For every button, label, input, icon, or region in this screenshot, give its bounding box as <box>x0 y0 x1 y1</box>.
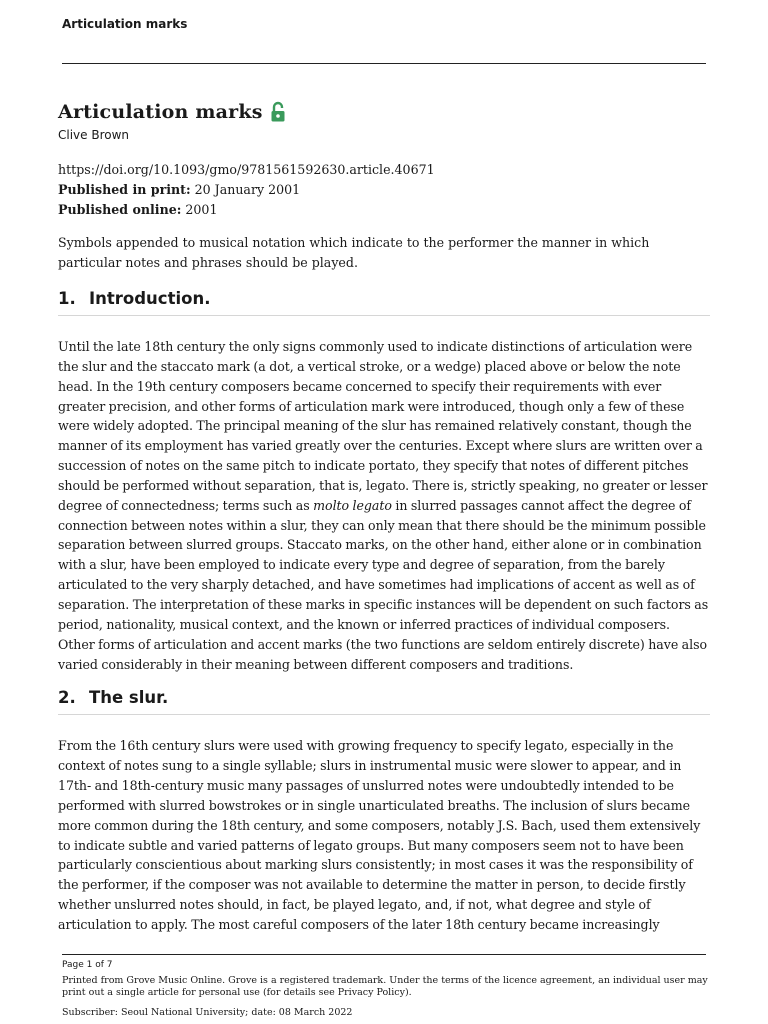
article-summary: Symbols appended to musical notation which indicate to the performer the manner in which particular notes and phrases should be played. <box>58 235 650 270</box>
page-number: Page 1 of 7 <box>62 960 113 970</box>
emphasis-text: molto legato <box>313 497 392 513</box>
print-notice: Printed from Grove Music Online. Grove is a registered trademark. Under the terms of the licence agreement, an individual user may print out a single article for personal use (for details see Privacy Policy). <box>62 975 708 998</box>
section-heading-introduction <box>58 289 710 316</box>
published-online <box>58 200 710 220</box>
title-row <box>58 97 710 127</box>
subscriber-info: Subscriber: Seoul National University; date: 08 March 2022 <box>62 1007 353 1018</box>
body-text: in slurred passages cannot affect the degree of connection between notes within a slur, they can only mean that there should be the minimum possible separation between slurred groups. Staccato marks, on the other hand, either alone or in combination with a slur, have been employed to indicate every type and degree of separation, from the barely articulated to the very sharply detached, and have sometimes had implications of accent as well as of separation. The interpretation of these marks in specific instances will be dependent on such factors as period, nationality, musical context, and the known or inferred practices of individual composers. Other forms of articulation and accent marks (the two functions are seldom entirely discrete) have also varied considerably in their meaning between different composers and traditions. <box>58 497 709 672</box>
published-print-value: 20 January 2001 <box>190 182 301 197</box>
published-print-label: Published in print: <box>58 182 191 197</box>
open-lock-icon <box>270 101 286 123</box>
author-name: Clive Brown <box>58 128 130 142</box>
section-title: Introduction. <box>89 289 211 308</box>
published-online-label: Published online: <box>58 202 182 217</box>
article-title: Articulation marks <box>58 101 263 123</box>
section-number: 2. <box>58 688 76 708</box>
footer-divider <box>62 954 706 955</box>
section-number: 1. <box>58 289 76 308</box>
publication-meta <box>58 160 710 220</box>
section-body-slur: From the 16th century slurs were used with growing frequency to specify legato, especially in the context of notes sung to a single syllable; slurs in instrumental music were slower to appear, and in 17th- and 18th-century music many passages of unslurred notes were undoubtedly intended to be performed with slurred bowstrokes or in single unarticulated breaths. The inclusion of slurs became more common during the 18th century, and some composers, notably J.S. Bach, used them extensively to indicate subtle and varied patterns of legato groups. But many composers seem not to have been particularly conscientious about marking slurs consistently; in most cases it was the responsibility of the performer, if the composer was not available to determine the matter in person, to decide firstly whether unslurred notes should, in fact, be played legato, and, if not, what degree and style of articulation to apply. The most careful composers of the later 18th century became increasingly <box>58 738 701 932</box>
doi-link[interactable]: https://doi.org/10.1093/gmo/9781561592630.article.40671 <box>58 162 435 177</box>
article <box>58 97 710 935</box>
section-title: The slur. <box>89 688 169 708</box>
header-divider <box>62 63 706 64</box>
published-online-value: 2001 <box>181 202 218 217</box>
body-text: Until the late 18th century the only signs commonly used to indicate distinctions of articulation were the slur and the staccato mark (a dot, a vertical stroke, or a wedge) placed above or below the note head. In the 19th century composers became concerned to specify their requirements with ever greater precision, and other forms of articulation mark were introduced, though only a few of these were widely adopted. The principal meaning of the slur has remained relatively constant, though the manner of its employment has varied greatly over the centuries. Except where slurs are written over a succession of notes on the same pitch to indicate portato, they specify that notes of different pitches should be performed without separation, that is, legato. There is, strictly speaking, no greater or lesser degree of connectedness; terms such as <box>58 339 708 513</box>
section-heading-slur <box>58 688 710 715</box>
section-body-introduction <box>58 337 710 674</box>
running-head: Articulation marks <box>62 17 188 31</box>
published-print <box>58 180 710 200</box>
